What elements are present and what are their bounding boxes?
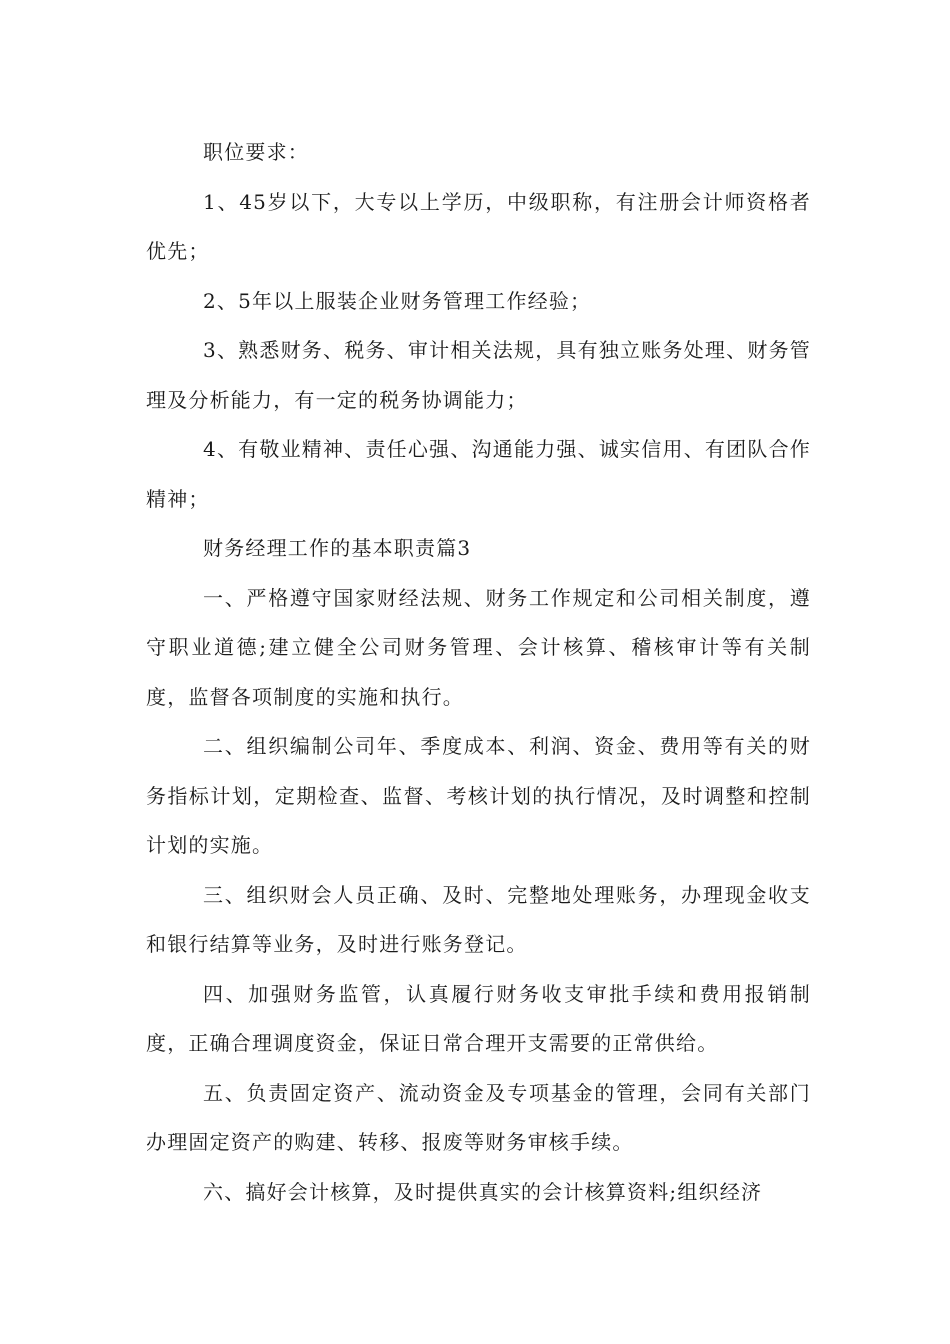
- paragraph-duty-1: 一、严格遵守国家财经法规、财务工作规定和公司相关制度，遵守职业道德;建立健全公司财务管理、会计核算、稽核审计等有关制度，监督各项制度的实施和执行。: [146, 585, 811, 709]
- paragraph-requirement-1: 1、45岁以下，大专以上学历，中级职称，有注册会计师资格者优先；: [146, 189, 811, 263]
- paragraph-duty-2: 二、组织编制公司年、季度成本、利润、资金、费用等有关的财务指标计划，定期检查、监督、考核计划的执行情况，及时调整和控制计划的实施。: [146, 734, 811, 857]
- document-body: [146, 128, 811, 1217]
- section-heading: 财务经理工作的基本职责篇3: [203, 536, 472, 560]
- paragraph-requirement-2: 2、5年以上服装企业财务管理工作经验；: [203, 288, 592, 313]
- paragraph-duty-6: 六、搞好会计核算，及时提供真实的会计核算资料;组织经济: [203, 1179, 763, 1204]
- paragraph-duty-5: 五、负责固定资产、流动资金及专项基金的管理，会同有关部门办理固定资产的购建、转移、报废等财务审核手续。: [146, 1080, 811, 1154]
- paragraph-duty-3: 三、组织财会人员正确、及时、完整地处理账务，办理现金收支和银行结算等业务，及时进行账务登记。: [146, 882, 811, 956]
- paragraph-duty-4: 四、加强财务监管，认真履行财务收支审批手续和费用报销制度，正确合理调度资金，保证日常合理开支需要的正常供给。: [146, 981, 811, 1055]
- paragraph-requirement-3: 3、熟悉财务、税务、审计相关法规，具有独立账务处理、财务管理及分析能力，有一定的税务协调能力；: [146, 338, 811, 412]
- paragraph-requirement-4: 4、有敬业精神、责任心强、沟通能力强、诚实信用、有团队合作精神；: [146, 437, 811, 511]
- paragraph-job-requirements-heading: 职位要求：: [203, 140, 309, 164]
